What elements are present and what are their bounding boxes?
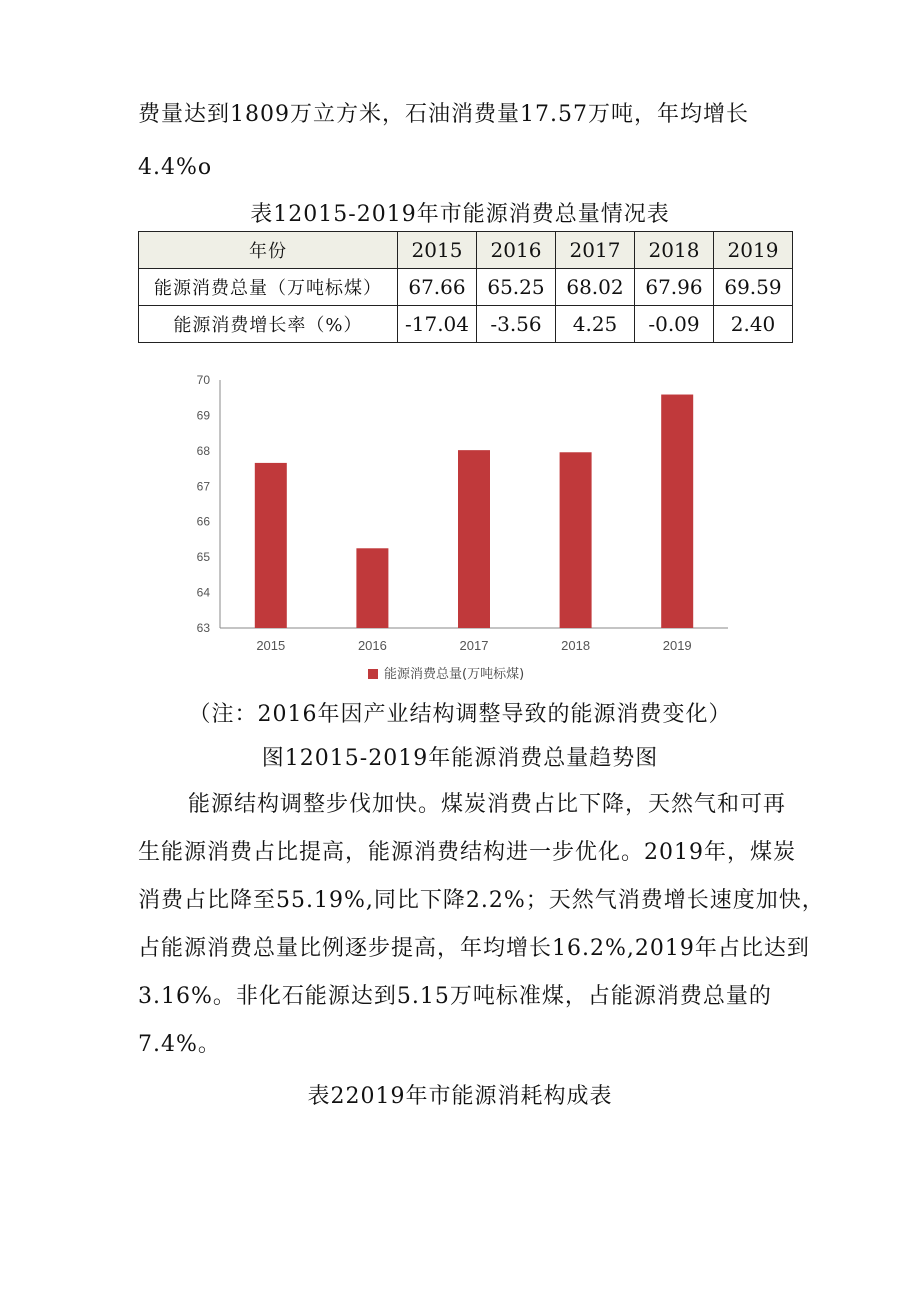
table-row bbox=[139, 269, 793, 306]
table-row-label: 能源消费总量（万吨标煤） bbox=[139, 269, 398, 306]
energy-table bbox=[138, 231, 793, 343]
table-caption: 表12015-2019年市能源消费总量情况表 bbox=[250, 202, 670, 227]
x-tick-label: 2018 bbox=[561, 638, 591, 653]
table-row-label: 能源消费增长率（%） bbox=[139, 306, 398, 343]
table-header-cell: 年份 bbox=[139, 232, 398, 269]
y-tick-label: 64 bbox=[196, 585, 210, 600]
table-header-cell: 2016 bbox=[477, 232, 556, 269]
table-cell: 67.66 bbox=[398, 269, 477, 306]
bar bbox=[255, 463, 287, 628]
table-cell: -3.56 bbox=[477, 306, 556, 343]
table-header-cell: 2015 bbox=[398, 232, 477, 269]
y-tick-label: 68 bbox=[196, 443, 210, 458]
y-tick-label: 69 bbox=[196, 408, 210, 423]
y-tick-label: 63 bbox=[196, 621, 210, 635]
table-cell: 65.25 bbox=[477, 269, 556, 306]
figure-note: （注：2016年因产业结构调整导致的能源消费变化） bbox=[188, 702, 732, 727]
table-header-cell: 2019 bbox=[714, 232, 793, 269]
table-cell: 69.59 bbox=[714, 269, 793, 306]
y-tick-label: 65 bbox=[196, 550, 210, 565]
table-caption: 表22019年市能源消耗构成表 bbox=[307, 1084, 613, 1109]
paragraph-line: 能源结构调整步伐加快。煤炭消费占比下降，天然气和可再 bbox=[188, 792, 787, 817]
legend-label: 能源消费总量(万吨标煤) bbox=[384, 667, 525, 682]
table-cell: -17.04 bbox=[398, 306, 477, 343]
paragraph-line: 7.4%。 bbox=[138, 1032, 221, 1057]
table-cell: 68.02 bbox=[556, 269, 635, 306]
paragraph-line: 4.4%o bbox=[138, 155, 213, 180]
y-tick-label: 66 bbox=[196, 514, 210, 529]
table-cell: 67.96 bbox=[635, 269, 714, 306]
x-tick-label: 2017 bbox=[459, 638, 489, 653]
table-header-cell: 2018 bbox=[635, 232, 714, 269]
table-row bbox=[139, 306, 793, 343]
bar bbox=[661, 395, 693, 628]
table-header-cell: 2017 bbox=[556, 232, 635, 269]
paragraph-line: 生能源消费占比提高，能源消费结构进一步优化。2019年，煤炭 bbox=[138, 840, 796, 865]
y-tick-label: 70 bbox=[196, 373, 210, 387]
x-tick-label: 2015 bbox=[256, 638, 286, 653]
y-tick-label: 67 bbox=[196, 479, 210, 494]
x-tick-label: 2019 bbox=[662, 638, 692, 653]
paragraph-line: 3.16%。非化石能源达到5.15万吨标准煤，占能源消费总量的 bbox=[138, 984, 772, 1009]
figure-caption: 图12015-2019年能源消费总量趋势图 bbox=[261, 746, 659, 771]
table-header-row bbox=[139, 232, 793, 269]
table-cell: 4.25 bbox=[556, 306, 635, 343]
bar bbox=[356, 548, 388, 628]
table-cell: -0.09 bbox=[635, 306, 714, 343]
energy-bar-chart bbox=[190, 370, 740, 695]
bar bbox=[560, 452, 592, 628]
paragraph-line: 消费占比降至55.19%,同比下降2.2%；天然气消费增长速度加快， bbox=[138, 888, 825, 913]
x-tick-label: 2016 bbox=[357, 638, 387, 653]
legend-swatch bbox=[368, 669, 378, 679]
bar bbox=[458, 450, 490, 628]
paragraph-line: 占能源消费总量比例逐步提高，年均增长16.2%,2019年占比达到 bbox=[138, 936, 810, 961]
paragraph-line: 费量达到1809万立方米，石油消费量17.57万吨，年均增长 bbox=[138, 102, 749, 127]
table-cell: 2.40 bbox=[714, 306, 793, 343]
